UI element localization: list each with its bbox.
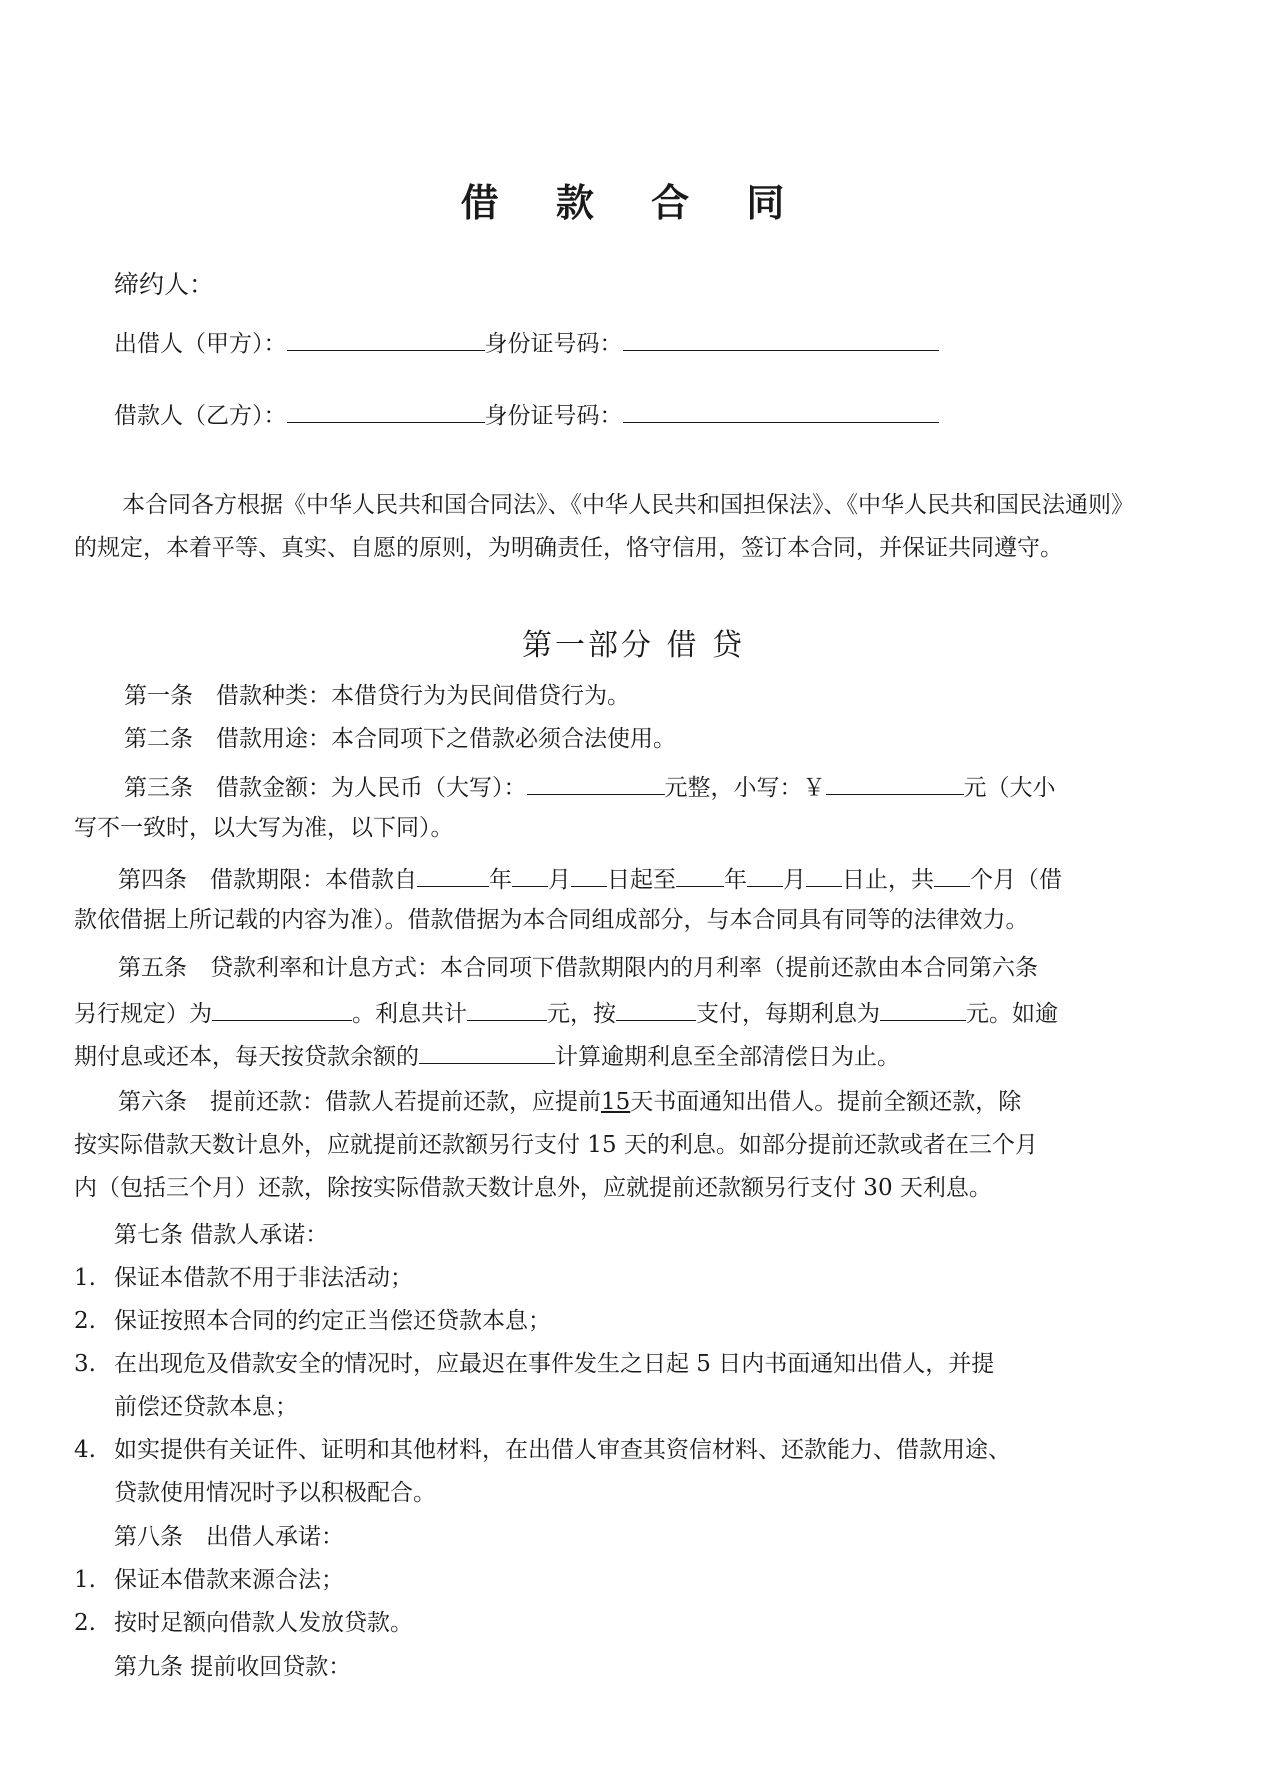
article-6-line-3: 内（包括三个月）还款，除按实际借款天数计息外，应就提前还款额另行支付 30 天利息。: [74, 1175, 992, 1201]
period-interest-field[interactable]: [880, 996, 966, 1021]
end-year-field[interactable]: [676, 862, 724, 887]
lender-label: 出借人（甲方）：: [114, 331, 287, 357]
list-number: 1.: [74, 1265, 96, 1291]
start-day-field[interactable]: [571, 862, 607, 887]
notice-days-value: 15: [601, 1089, 631, 1115]
list-item: [74, 1343, 1134, 1386]
article-5-text-b3: 元，按: [547, 1001, 616, 1027]
article-7-heading: 第七条 借款人承诺：: [114, 1222, 329, 1248]
list-number: 2.: [74, 1308, 96, 1334]
list-number: 1.: [74, 1567, 96, 1593]
amount-lowercase-field[interactable]: [826, 770, 964, 795]
article-3-text-c: 元（大小: [963, 775, 1056, 801]
article-3-line-2: 写不一致时，以大写为准，以下同）。: [74, 815, 454, 841]
list-text: 前偿还贷款本息；: [114, 1394, 298, 1420]
list-item-continuation: [114, 1472, 1134, 1515]
article-1: 第一条 借款种类：本借贷行为为民间借贷行为。: [124, 683, 630, 709]
monthly-rate-field[interactable]: [212, 996, 352, 1021]
lender-row: [114, 326, 939, 359]
amount-uppercase-field[interactable]: [527, 770, 665, 795]
list-number: 3.: [74, 1351, 96, 1377]
list-item: [74, 1602, 1134, 1645]
month-label-2: 月: [783, 867, 806, 893]
end-month-field[interactable]: [747, 862, 783, 887]
article-4-line-1: [118, 862, 1062, 895]
total-months-field[interactable]: [934, 862, 970, 887]
article-3-text: 第三条 借款金额：为人民币（大写）：: [124, 775, 527, 801]
list-item: [74, 1257, 1134, 1300]
page-title: 借 款 合 同: [460, 180, 807, 225]
borrower-label: 借款人（乙方）：: [114, 403, 287, 429]
signatory-label: 缔约人：: [114, 270, 215, 299]
preamble-paragraph: 本合同各方根据《中华人民共和国合同法》、《中华人民共和国担保法》、《中华人民共和国民法通则》的规定，本着平等、真实、自愿的原则，为明确责任，恪守信用，签订本合同，并保证共同遵守。: [74, 492, 1134, 561]
article-5-text-c1: 期付息或还本，每天按贷款余额的: [74, 1044, 419, 1070]
lender-id-field[interactable]: [623, 326, 939, 351]
article-5-line-3: [74, 1039, 900, 1072]
list-number: 2.: [74, 1610, 96, 1636]
list-item: [74, 1429, 1134, 1472]
list-text: 如实提供有关证件、证明和其他材料，在出借人审查其资信材料、还款能力、借款用途、: [114, 1437, 1011, 1463]
list-text: 按时足额向借款人发放贷款。: [114, 1610, 413, 1636]
month-label: 月: [548, 867, 571, 893]
list-text: 保证本借款不用于非法活动；: [114, 1265, 413, 1291]
borrower-id-field[interactable]: [623, 398, 939, 423]
list-text: 保证本借款来源合法；: [114, 1567, 344, 1593]
end-day-field[interactable]: [806, 862, 842, 887]
article-8-heading: 第八条 出借人承诺：: [114, 1524, 344, 1550]
article-6-text-a2: 天书面通知出借人。提前全额还款，除: [630, 1089, 1022, 1115]
article-5-text-b1: 另行规定）为: [74, 1001, 212, 1027]
payment-period-field[interactable]: [616, 996, 696, 1021]
list-item-continuation: [114, 1386, 1134, 1429]
article-6-line-2: 按实际借款天数计息外，应就提前还款额另行支付 15 天的利息。如部分提前还款或者在三个月: [74, 1132, 1038, 1158]
article-2: 第二条 借款用途：本合同项下之借款必须合法使用。: [124, 726, 676, 752]
article-4-text: 第四条 借款期限：本借款自: [118, 867, 417, 893]
list-text: 贷款使用情况时予以积极配合。: [114, 1480, 436, 1506]
year-label: 年: [489, 867, 512, 893]
borrower-row: [114, 398, 939, 431]
overdue-rate-field[interactable]: [419, 1039, 555, 1064]
article-5-line-1: 第五条 贷款利率和计息方式：本合同项下借款期限内的月利率（提前还款由本合同第六条: [118, 955, 1038, 981]
day-from-label: 日起至: [607, 867, 676, 893]
article-5-text-b4: 支付，每期利息为: [696, 1001, 880, 1027]
section-heading: 第一部分 借 贷: [521, 628, 746, 663]
article-5-text-b5: 元。如逾: [966, 1001, 1058, 1027]
borrower-name-field[interactable]: [287, 398, 485, 423]
start-year-field[interactable]: [417, 862, 489, 887]
day-to-label: 日止，共: [842, 867, 934, 893]
article-6-text-a1: 第六条 提前还款：借款人若提前还款，应提前: [118, 1089, 601, 1115]
list-text: 保证按照本合同的约定正当偿还贷款本息；: [114, 1308, 551, 1334]
months-label: 个月（借: [970, 867, 1062, 893]
article-3-text-b: 元整，小写：￥: [664, 775, 826, 801]
article-4-line-2: 款依借据上所记载的内容为准）。借款借据为本合同组成部分，与本合同具有同等的法律效力。: [74, 907, 1029, 933]
article-5-line-2: [74, 996, 1058, 1029]
list-number: 4.: [74, 1437, 96, 1463]
year-label-2: 年: [724, 867, 747, 893]
article-5-text-b2: 。利息共计: [352, 1001, 467, 1027]
list-item: [74, 1300, 1134, 1343]
start-month-field[interactable]: [512, 862, 548, 887]
list-item: [74, 1559, 1134, 1602]
borrower-id-label: 身份证号码：: [484, 403, 623, 429]
lender-id-label: 身份证号码：: [484, 331, 623, 357]
lender-name-field[interactable]: [287, 326, 485, 351]
article-9-heading: 第九条 提前收回贷款：: [114, 1654, 352, 1680]
article-6-line-1: [118, 1087, 1021, 1117]
total-interest-field[interactable]: [467, 996, 547, 1021]
article-3-line-1: [124, 770, 1056, 803]
article-5-text-c2: 计算逾期利息至全部清偿日为止。: [555, 1044, 900, 1070]
list-text: 在出现危及借款安全的情况时，应最迟在事件发生之日起 5 日内书面通知出借人，并提: [114, 1351, 995, 1377]
